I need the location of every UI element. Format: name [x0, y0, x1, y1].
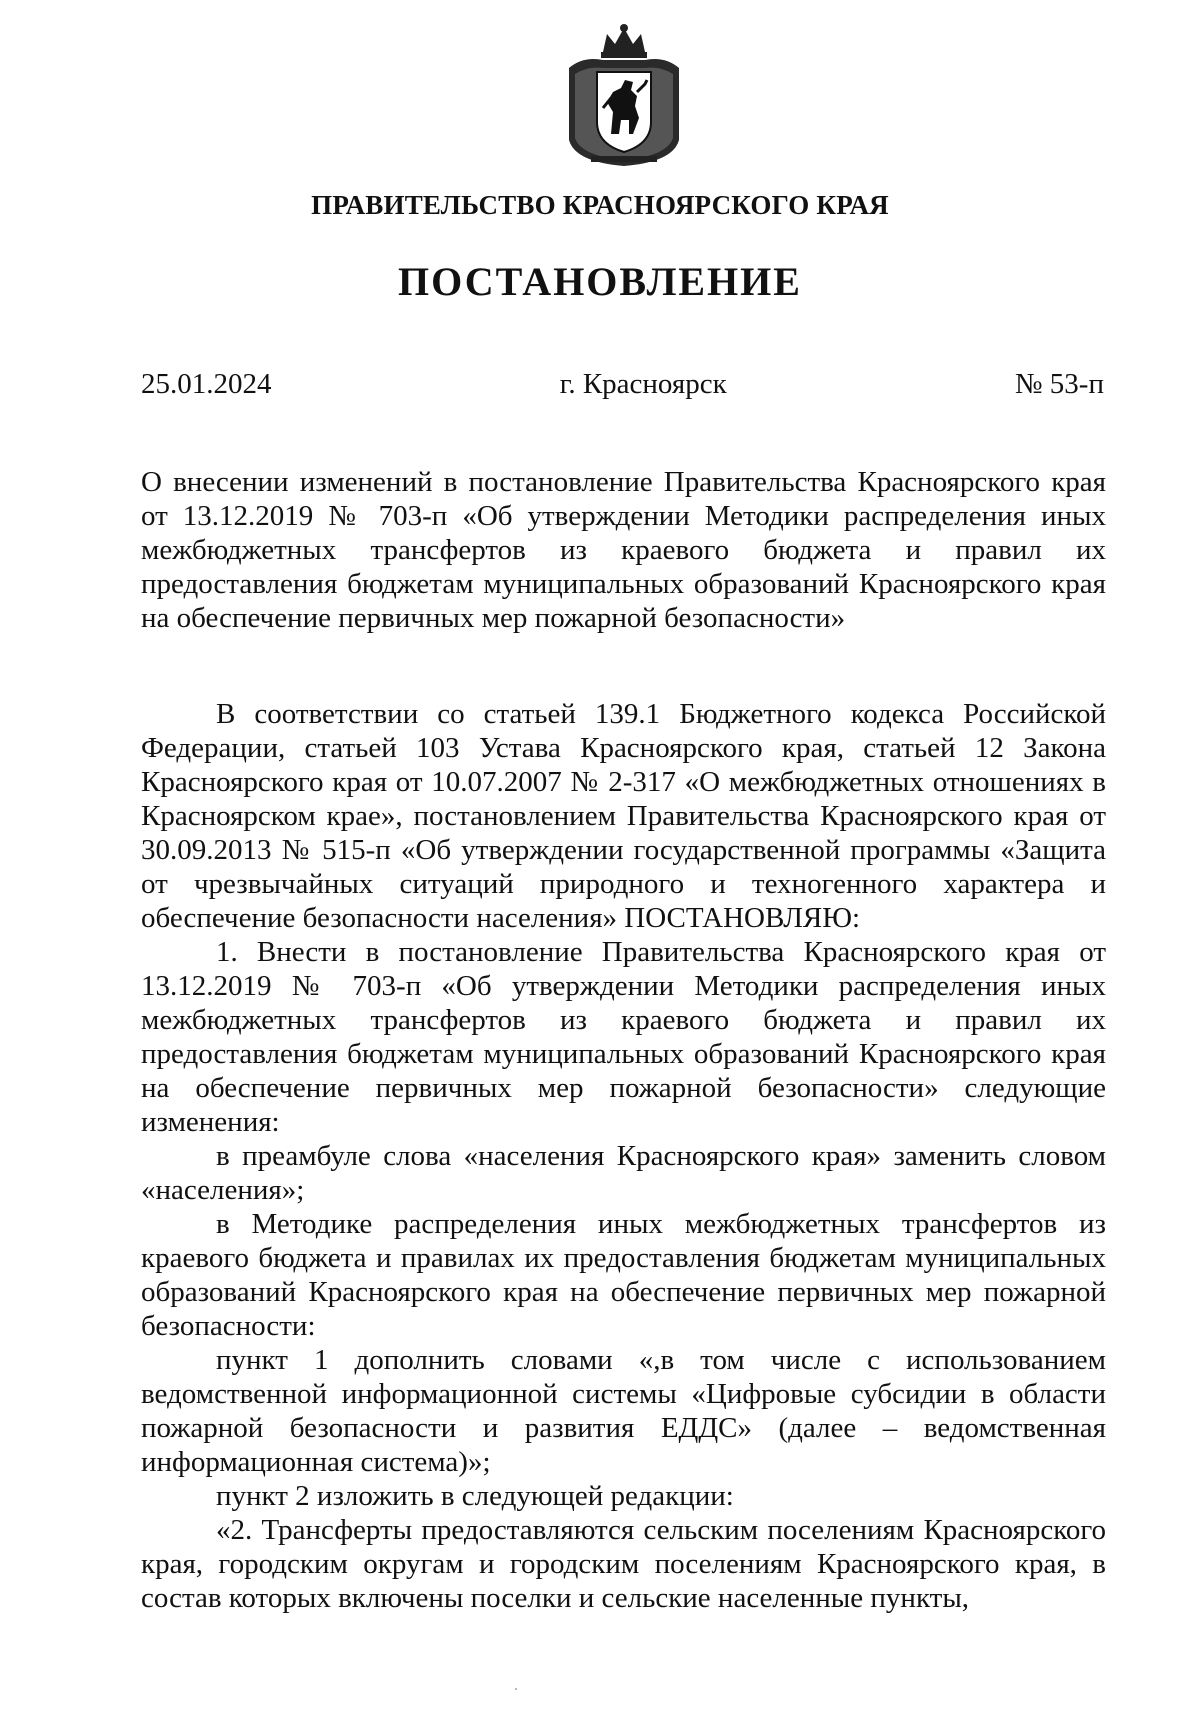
- body-paragraph: «2. Трансферты предоставляются сельским поселениям Красноярского края, городским округам и городским поселениям Красноярского края, в состав которых включены поселки и сельские населенные пункты,: [141, 1514, 1106, 1614]
- document-city: г. Красноярск: [559, 368, 727, 400]
- scan-speck: [515, 1688, 517, 1690]
- body-paragraph: В соответствии со статьей 139.1 Бюджетного кодекса Российской Федерации, статьей 103 Устава Красноярского края, статьей 12 Закона Красноярского края от 10.07.2007 № 2-317 «О межбюджетных отношениях в Красноярском крае», постановлением Правительства Красноярского края от 30.09.2013 № 515-п «Об утверждении государственной программы «Защита от чрезвычайных ситуаций природного и техногенного характера и обеспечение безопасности населения» ПОСТАНОВЛЯЮ:: [141, 698, 1106, 934]
- document-number: № 53-п: [1014, 368, 1104, 400]
- coat-of-arms-icon: [563, 22, 685, 168]
- body-paragraph: 1. Внести в постановление Правительства Красноярского края от 13.12.2019 № 703-п «Об утверждении Методики распределения иных межбюджетных трансфертов из краевого бюджета и правил их предоставления бюджетам муниципальных образований Красноярского края на обеспечение первичных мер пожарной безопасности» следующие изменения:: [141, 936, 1106, 1138]
- document-meta-row: [141, 368, 1104, 401]
- body-paragraph: в преамбуле слова «населения Красноярского края» заменить словом «населения»;: [141, 1140, 1106, 1206]
- body-paragraph: в Методике распределения иных межбюджетных трансфертов из краевого бюджета и правилах их предоставления бюджетам муниципальных образований Красноярского края на обеспечение первичных мер пожарной безопасности:: [141, 1208, 1106, 1342]
- document-subject: О внесении изменений в постановление Правительства Красноярского края от 13.12.2019 № 703-п «Об утверждении Методики распределения иных межбюджетных трансфертов из краевого бюджета и правил их предоставления бюджетам муниципальных образований Красноярского края на обеспечение первичных мер пожарной безопасности»: [141, 466, 1106, 634]
- document-type-title: ПОСТАНОВЛЕНИЕ: [398, 259, 802, 304]
- body-paragraph: пункт 1 дополнить словами «,в том числе с использованием ведомственной информационной системы «Цифровые субсидии в области пожарной безопасности и развития ЕДДС» (далее – ведомственная информационная система)»;: [141, 1344, 1106, 1478]
- document-date: 25.01.2024: [141, 368, 272, 400]
- document-body: [141, 697, 1106, 1615]
- body-paragraph: пункт 2 изложить в следующей редакции:: [216, 1480, 734, 1512]
- government-name: ПРАВИТЕЛЬСТВО КРАСНОЯРСКОГО КРАЯ: [311, 190, 889, 220]
